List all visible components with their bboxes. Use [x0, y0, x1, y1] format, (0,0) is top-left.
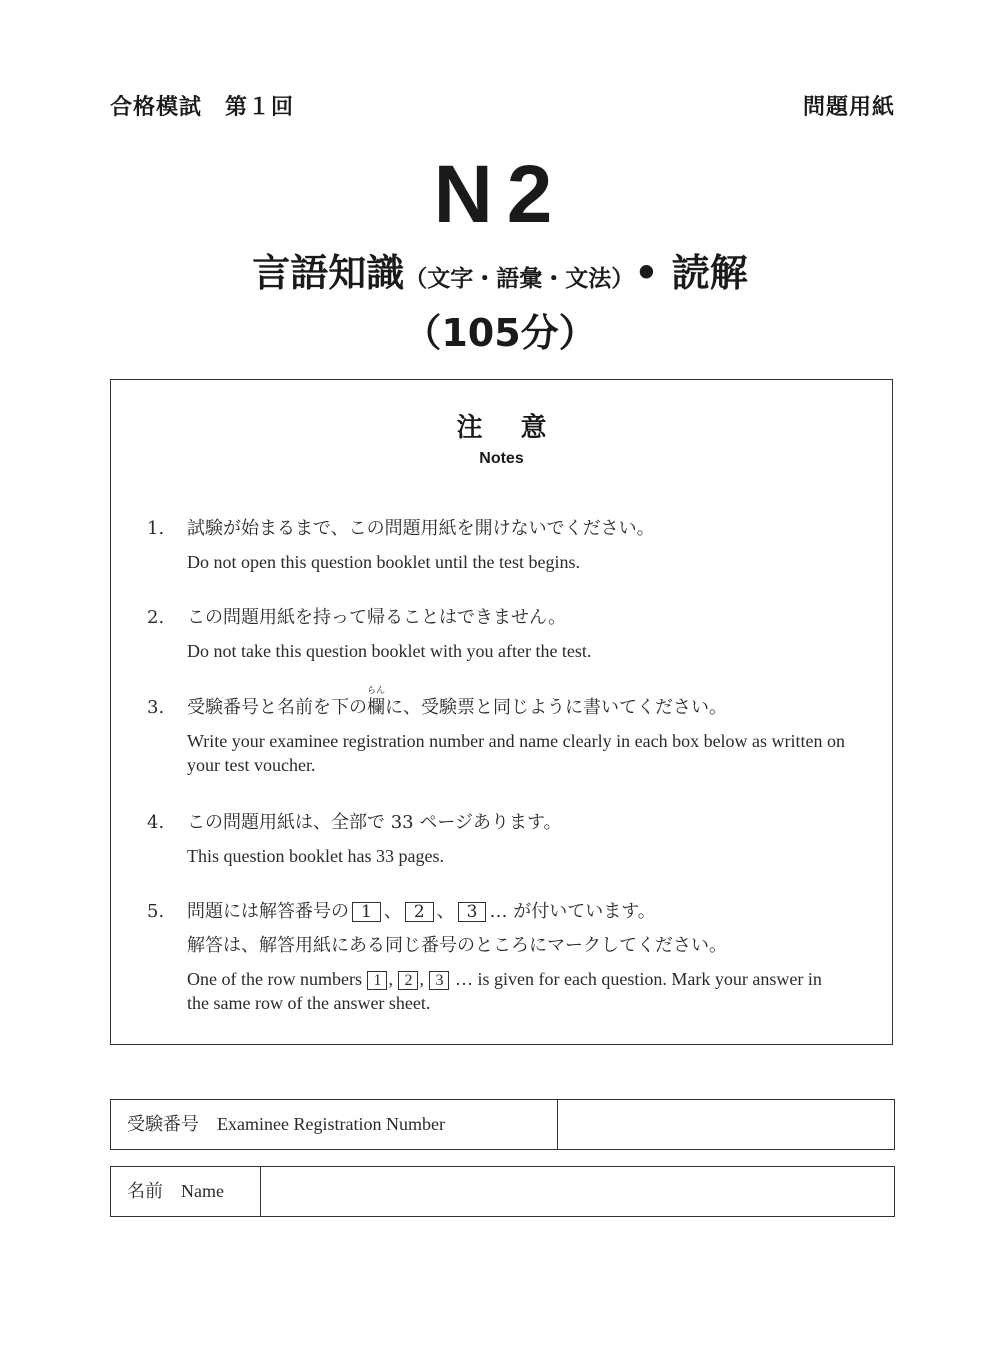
note-number: 1. [147, 518, 165, 539]
answer-number-box: 3 [429, 971, 449, 990]
note-jp-part: 問題には解答番号の [187, 901, 349, 922]
registration-row [110, 1099, 895, 1150]
note-jp-part: … が付いています。 [489, 901, 656, 922]
note-jp-before: 受験番号と名前を下の [187, 697, 367, 718]
note-jp-second: 解答は、解答用紙にある同じ番号のところにマークしてください。 [187, 935, 727, 956]
ruby-reading: らん [367, 686, 386, 696]
note-number: 4. [147, 812, 165, 833]
note-en-part: … is given for each question. Mark your answer in the same row of the answer sheet. [187, 969, 822, 1013]
note-en: Do not take this question booklet with you after the test. [187, 641, 592, 661]
level-title: N2 [433, 149, 567, 240]
answer-number-box: 1 [352, 902, 381, 922]
answer-number-box: 3 [458, 902, 487, 922]
note-jp: この問題用紙は、全部で 33 ページあります。 [187, 812, 562, 833]
note-en-part: One of the row numbers [187, 969, 362, 989]
ruby-base: 欄 [367, 697, 385, 718]
name-row [110, 1166, 895, 1217]
notes-box [110, 379, 893, 1045]
notes-title: 注意 [456, 413, 585, 443]
note-jp: この問題用紙を持って帰ることはできません。 [187, 607, 567, 628]
answer-number-box: 2 [405, 902, 434, 922]
note-jp [187, 899, 656, 925]
separator: , [419, 969, 424, 989]
subject-paren: （文字・語彙・文法） [404, 266, 635, 292]
answer-number-box: 1 [367, 971, 387, 990]
registration-label-en: Examinee Registration Number [217, 1114, 445, 1134]
separator: 、 [436, 901, 455, 922]
note-en: Write your examinee registration number and name clearly in each box below as written on your test voucher. [187, 731, 846, 775]
subject-main: 言語知識 [252, 251, 405, 295]
note-jp [187, 686, 727, 721]
subject-tail: • 読解 [634, 251, 748, 295]
registration-label-jp: 受験番号 [127, 1114, 199, 1134]
name-label-jp: 名前 [127, 1181, 163, 1201]
name-label-en: Name [181, 1181, 224, 1201]
note-en [187, 967, 847, 1015]
note-en: This question booklet has 33 pages. [187, 846, 444, 866]
registration-number-field[interactable] [558, 1100, 894, 1149]
name-label [111, 1167, 261, 1216]
note-number: 2. [147, 607, 165, 628]
note-jp-after: に、受験票と同じように書いてください。 [385, 697, 727, 718]
time-limit: （105分） [403, 311, 597, 355]
subject-title [0, 248, 1000, 306]
exam-label: 合格模試 第１回 [110, 95, 295, 120]
answer-number-box: 2 [398, 971, 418, 990]
note-en: Do not open this question booklet until the test begins. [187, 552, 580, 572]
separator: , [388, 969, 393, 989]
booklet-label: 問題用紙 [802, 95, 895, 120]
separator: 、 [383, 901, 402, 922]
note-jp: 試験が始まるまで、この問題用紙を開けないでください。 [187, 518, 655, 539]
notes-subtitle: Notes [479, 450, 524, 467]
note-number: 3. [147, 697, 165, 718]
registration-label [111, 1100, 558, 1149]
name-field[interactable] [261, 1167, 894, 1216]
note-number: 5. [147, 901, 165, 922]
ruby-kanji [367, 686, 386, 718]
